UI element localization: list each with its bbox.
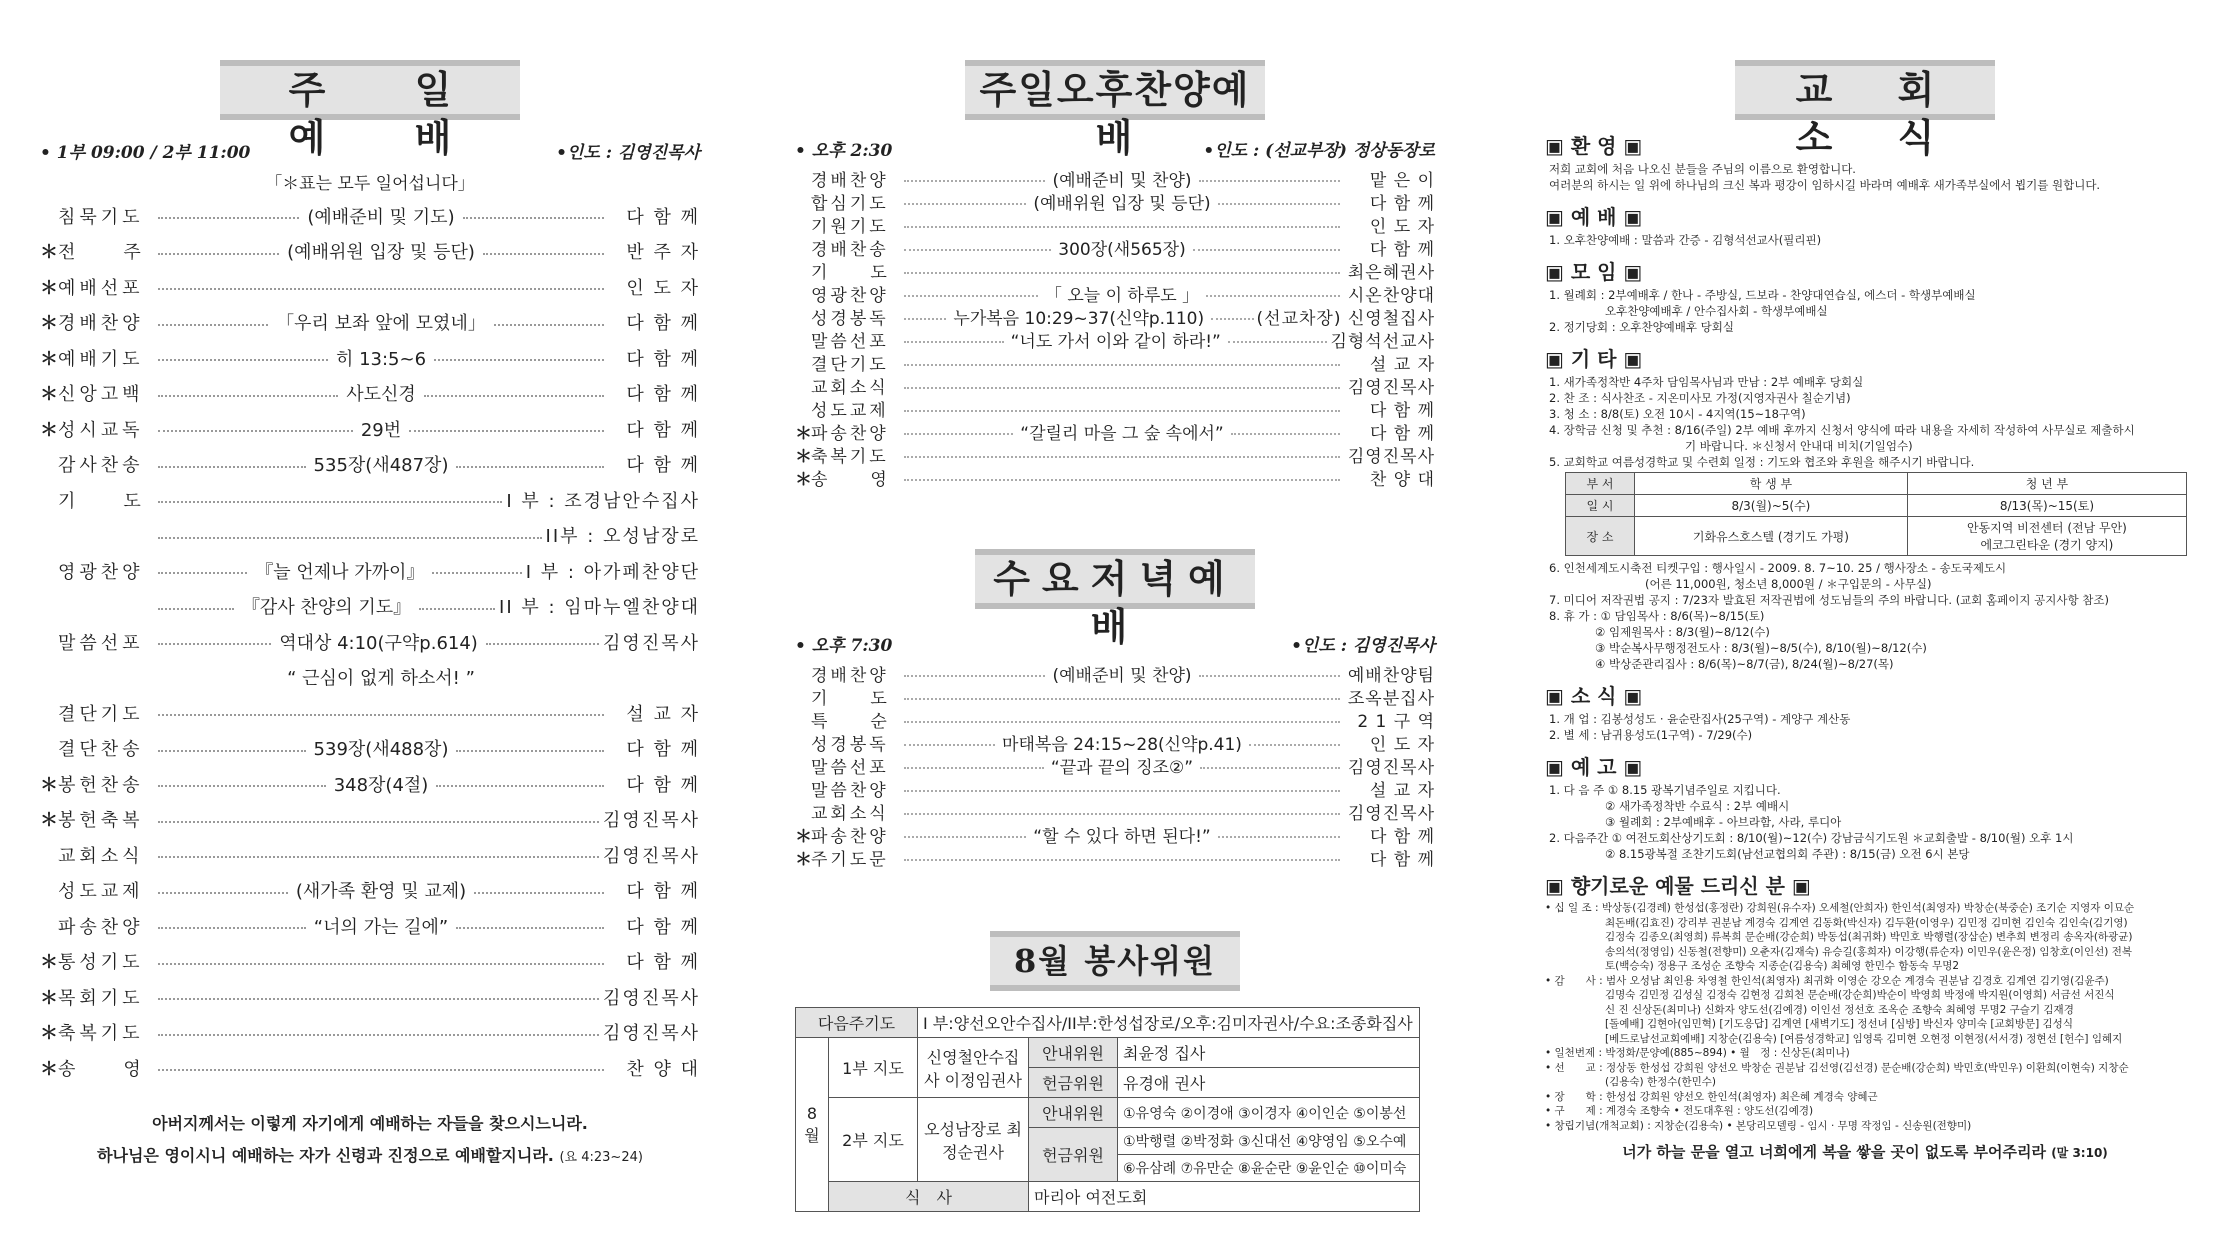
service-item: [795, 328, 1435, 351]
service-item: [40, 837, 700, 873]
service-item: [795, 466, 1435, 489]
item-person: 다 함 께: [626, 739, 701, 761]
service-item: [795, 213, 1435, 236]
item-name: 말씀선포: [811, 758, 889, 778]
service-item: [795, 420, 1435, 443]
item-name: 기 도: [811, 263, 890, 283]
preview-heading: ▣ 예 고 ▣: [1545, 755, 1643, 779]
item-detail: 29번: [357, 416, 405, 442]
camp-table: [1565, 472, 2187, 556]
service-item: [40, 695, 700, 731]
service-item: [40, 234, 700, 270]
item-name: 축복기도: [811, 447, 889, 467]
item-person: 김영진목사: [603, 845, 700, 867]
standing-mark: ＊: [40, 810, 58, 832]
service-item: [795, 846, 1435, 869]
item-name: 파송찬양: [58, 916, 144, 938]
service-item: [795, 190, 1435, 213]
service-item: [40, 944, 700, 980]
service-item: [40, 731, 700, 767]
service-item: [795, 754, 1435, 777]
item-name: 말씀찬양: [811, 781, 889, 801]
item-person: 설 교 자: [1369, 355, 1435, 375]
item-person: 김영진목사: [603, 632, 700, 654]
service-item: [40, 908, 700, 944]
item-person: II부 : 오성남장로: [545, 526, 700, 548]
item-person: II 부 : 임마누엘찬양대: [499, 597, 700, 619]
item-name: 통성기도: [58, 952, 144, 974]
item-person: 김영진목사: [603, 810, 700, 832]
item-name: 성도교제: [58, 881, 144, 903]
item-name: 기원기도: [811, 217, 889, 237]
item-person: 다 함 께: [626, 384, 700, 406]
item-person: 인 도 자: [1369, 217, 1435, 237]
item-name: 목회기도: [58, 987, 144, 1009]
item-detail: “너도 가서 이와 같이 하라!”: [1010, 332, 1221, 352]
standing-mark: ＊: [40, 313, 58, 335]
service-item: [40, 660, 700, 696]
standing-mark: ＊: [40, 1058, 58, 1080]
service-time: • 1부 09:00 / 2부 11:00: [40, 143, 251, 163]
closing-verse: [40, 1108, 700, 1174]
item-person: 김영진목사: [1347, 758, 1436, 778]
service-item: [40, 269, 700, 305]
item-person: I 부 : 조경남안수집사: [506, 490, 700, 512]
item-name: 경배찬양: [58, 313, 144, 335]
item-name: 예배선포: [58, 277, 144, 299]
service-item: [795, 800, 1435, 823]
table-row: 장 소 기화유스호스텔 (경기도 가평) 안동지역 비전센터 (전남 무안) 에코그린타운 (경기 양지): [1566, 517, 2187, 556]
service-item: [795, 731, 1435, 754]
item-name: 결단찬송: [58, 739, 144, 761]
afternoon-leader: •인도 : (선교부장) 정상동장로: [1203, 141, 1435, 161]
item-person: 다 함 께: [1369, 401, 1435, 421]
sunday-service-title: 주 일 예 배: [220, 60, 520, 120]
item-name: 주기도문: [811, 850, 889, 870]
item-name: 영광찬양: [811, 286, 889, 306]
item-person: 김영진목사: [1347, 804, 1435, 824]
wednesday-time: • 오후 7:30: [795, 636, 893, 656]
standing-mark: ＊: [795, 470, 812, 490]
item-detail: 『늘 언제나 가까이』: [251, 558, 428, 584]
service-item: [795, 305, 1435, 328]
service-item: [40, 198, 700, 234]
standing-mark: ＊: [40, 242, 58, 264]
item-person: 김형석선교사: [1330, 332, 1435, 352]
item-person: 시온찬양대: [1347, 286, 1435, 306]
item-person: 다 함 께: [626, 881, 701, 903]
item-person: 다 함 께: [626, 419, 701, 441]
service-item: [40, 447, 700, 483]
item-name: 성경봉독: [811, 309, 889, 329]
service-item: [40, 802, 700, 838]
service-item: [40, 1050, 700, 1086]
item-person: I 부 : 아가페찬양단: [525, 561, 700, 583]
item-person: 최은혜권사: [1347, 263, 1435, 283]
standing-mark: ＊: [40, 384, 58, 406]
standing-mark: ＊: [795, 424, 812, 444]
service-item: [40, 1015, 700, 1051]
service-item: [40, 624, 700, 660]
item-detail: (예배준비 및 찬양): [1052, 171, 1192, 191]
item-name: 파송찬양: [811, 424, 889, 444]
service-item: [795, 259, 1435, 282]
item-detail: 사도신경: [342, 380, 420, 406]
item-name: 성시교독: [58, 419, 144, 441]
service-item: [40, 518, 700, 554]
service-item: [795, 282, 1435, 305]
item-name: 송 영: [58, 1058, 145, 1080]
verse-line-2: 하나님은 영이시니 예배하는 자가 신령과 진정으로 예배할지니라. (요 4:23~24): [97, 1145, 643, 1165]
item-person: (선교차장) 신영철집사: [1256, 309, 1435, 329]
item-detail: 마태복음 24:15~28(신약p.41): [1002, 735, 1242, 755]
sunday-service-column: [40, 60, 700, 1174]
item-person: 찬 양 대: [1369, 470, 1435, 490]
standing-mark: ＊: [40, 348, 58, 370]
service-item: [795, 236, 1435, 259]
item-name: 기 도: [811, 689, 890, 709]
item-name: 봉헌찬송: [58, 774, 144, 796]
table-row: 헌금위원 유경애 권사: [796, 1068, 1420, 1098]
item-person: 김영진목사: [603, 1023, 700, 1045]
service-item: [40, 305, 700, 341]
item-name: 경배찬송: [811, 240, 889, 260]
afternoon-time: • 오후 2:30: [795, 141, 893, 161]
item-name: 교회소식: [58, 845, 144, 867]
item-name: 합심기도: [811, 194, 889, 214]
service-item: [795, 167, 1435, 190]
service-leader: •인도 : 김영진목사: [556, 143, 700, 163]
table-row: 헌금위원 ①박행렬 ②박정화 ③신대선 ④양영임 ⑤오수예: [796, 1128, 1420, 1155]
verse-reference: (요 4:23~24): [559, 1149, 643, 1165]
item-person: 예배찬양팀: [1347, 666, 1435, 686]
volunteers-title: 8월 봉사위원: [990, 931, 1240, 991]
service-item: [40, 553, 700, 589]
item-name: 영광찬양: [58, 561, 144, 583]
service-item: [795, 443, 1435, 466]
item-name: 전 주: [58, 242, 145, 264]
afternoon-wednesday-column: [795, 60, 1435, 1212]
table-row: ⑥유삼례 ⑦유만순 ⑧윤순란 ⑨윤인순 ⑩이미숙: [796, 1155, 1420, 1182]
afternoon-service-title: 주일오후찬양예배: [965, 60, 1265, 120]
table-row: 2부 지도 오성남장로 최정순권사 안내위원 ①유영숙 ②이경애 ③이경자 ④이인순 ⑤이봉선: [796, 1098, 1420, 1128]
order-of-service: [40, 198, 700, 1086]
standing-note: 「＊표는 모두 일어섭니다」: [265, 174, 475, 194]
table-row: 일 시 8/3(월)~5(수) 8/13(목)~15(토): [1566, 495, 2187, 517]
item-detail: 「 오늘 이 하루도 」: [1044, 286, 1200, 306]
item-detail: “너의 가는 길에”: [310, 913, 452, 939]
item-person: 다 함 께: [626, 916, 701, 938]
service-item: [795, 708, 1435, 731]
closing-scripture: 너가 하늘 문을 열고 너희에게 복을 쌓을 곳이 없도록 부어주리라 (말 3:10): [1622, 1143, 2108, 1161]
service-item: [40, 979, 700, 1015]
item-person: 다 함 께: [626, 206, 700, 228]
item-person: 설 교 자: [626, 703, 700, 725]
item-person: 맡 은 이: [1369, 171, 1435, 191]
volunteers-table: [795, 1007, 1420, 1212]
item-name: 경배찬양: [811, 171, 889, 191]
service-item: [40, 482, 700, 518]
item-person: 조옥분집사: [1347, 689, 1435, 709]
wednesday-order: [795, 662, 1435, 869]
service-item: [795, 777, 1435, 800]
welcome-heading: ▣ 환 영 ▣: [1545, 134, 1643, 158]
afternoon-order: [795, 167, 1435, 489]
item-detail: 누가복음 10:29~37(신약p.110): [953, 309, 1205, 329]
item-detail: 348장(4절): [330, 771, 433, 797]
item-name: 축복기도: [58, 1023, 144, 1045]
item-detail: 300장(새565장): [1058, 240, 1186, 260]
item-name: 기 도: [58, 490, 145, 512]
item-detail: 히 13:5~6: [332, 345, 430, 371]
item-person: 다 함 께: [1369, 827, 1436, 847]
verse-line-1: 아버지께서는 이렇게 자기에게 예배하는 자들을 찾으시느니라.: [152, 1113, 588, 1133]
standing-mark: ＊: [795, 827, 812, 847]
item-name: 결단기도: [58, 703, 144, 725]
item-name: 파송찬양: [811, 827, 889, 847]
table-row: 부 서 학 생 부 청 년 부: [1566, 473, 2187, 495]
service-item: [40, 766, 700, 802]
meetings-heading: ▣ 모 임 ▣: [1545, 260, 1643, 284]
item-name: 예배기도: [58, 348, 144, 370]
wednesday-service-title: 수요저녁예배: [975, 549, 1255, 609]
service-item: [40, 376, 700, 412]
item-person: 반 주 자: [626, 242, 701, 264]
standing-mark: ＊: [40, 277, 58, 299]
item-person: 2 1 구 역: [1357, 712, 1435, 732]
item-detail: “할 수 있다 하면 된다!”: [1033, 827, 1211, 847]
item-name: 성경봉독: [811, 735, 889, 755]
item-detail: (새가족 환영 및 교제): [292, 877, 470, 903]
item-detail: (예배위원 입장 및 등단): [283, 238, 479, 264]
item-person: 다 함 께: [1369, 850, 1435, 870]
item-detail: (예배준비 및 찬양): [1052, 666, 1192, 686]
standing-mark: ＊: [40, 952, 58, 974]
wednesday-leader: •인도 : 김영진목사: [1291, 636, 1435, 656]
service-item: [795, 823, 1435, 846]
item-name: 감사찬송: [58, 455, 144, 477]
service-item: [40, 873, 700, 909]
item-detail: 역대상 4:10(구약p.614): [275, 629, 482, 655]
standing-mark: ＊: [40, 987, 58, 1009]
standing-mark: ＊: [795, 850, 812, 870]
item-name: 경배찬양: [811, 666, 889, 686]
item-person: 김영진목사: [1347, 447, 1435, 467]
item-person: 인 도 자: [626, 277, 700, 299]
church-news-title: 교 회 소 식: [1735, 60, 1995, 120]
offering-list: • 십 일 조 : 박상동(김경례) 한성섭(홍정란) 강희원(유수자) 오세철(안희자) 한인석(최영자) 박창순(북중순) 조기순 지영자 이묘순 최돈배(김효진) 강리부 권분남 계경숙 김계연 김동화(박신자) 김두환(이영우) 김민정 김미현 김인숙 김인숙(김기영) 김정숙 김종오(최영희) 류복희 문순배(강순희) 박동섭(최귀화) 박민호 박행렬(장삼순) 변추희 변정리 송옥자(하광균) 송의석(정영임) 신동철(전향미) 오춘자(김재숙) 유승길(홍희자) 이강행(류순자) 이민우(윤은정) 임창호(이인선) 전복 토(백승숙) 정용구 조성순 조향숙 지종순(김용숙) 최혜영 한민수 함동숙 무명2 • 감 사 : 범사 오성남 최인용 차영철 한인석(최영자) 최귀화 이영순 강오순 계경숙 권분남 김경호 김계연 김기영(김윤주) 김명숙 김민정 김성실 김정숙 김현정 김희천 문순배(강순희)박순이 박영희 박정애 박지원(이영희) 서금선 서진식 신 진 신상돈(최미나) 신화자 양도선(김예경) 이인선 정선호 조옥순 조향숙 최혜영 무명2 구슬기 김재경 [돌예배] 김현아(임민혁) [기도응답] 김계연 [새벽기도] 정선녀 [심방] 박신자 양미숙 [교회방문] 김성식 [베드로남선교회예배] 지창순(김용숙) [여름성경학교] 임영록 김미현 오현정 이현정(서서경) 정현선 [헌수] 임혜지 • 일천번제 : 박정화/문양예(885~894) • 월 정 : 신상돈(최미나) • 선 교 : 정상동 한성섭 강희원 양선오 박창순 권분남 김선영(김선경) 문순배(강순희) 박민호(박민우) 이환희(이현숙) 지창순 (김용숙) 한정수(한민수) • 장 학 : 한성섭 강희원 양선오 한인석(최영자) 최은혜 계경숙 양혜근 • 구 제 : 계경숙 조향숙 • 전도대후원 : 양도선(김예경) • 창립기념(개척교회) : 지창순(김용숙) • 본당리모델링 - 임시 · 무명 작정임 - 신송원(전향미): [1545, 902, 2135, 1132]
item-detail: 535장(새487장): [310, 451, 453, 477]
service-item: [795, 662, 1435, 685]
item-person: 다 함 께: [626, 952, 700, 974]
service-item: [795, 397, 1435, 420]
item-person: 설 교 자: [1369, 781, 1435, 801]
item-person: 다 함 께: [626, 455, 701, 477]
etc-heading: ▣ 기 타 ▣: [1545, 347, 1643, 371]
item-name: 신앙고백: [58, 384, 144, 406]
item-name: 송 영: [811, 470, 890, 490]
item-detail: 『감사 찬양의 기도』: [238, 593, 415, 619]
standing-mark: ＊: [40, 1023, 58, 1045]
standing-mark: ＊: [40, 774, 58, 796]
item-person: 찬 양 대: [626, 1058, 700, 1080]
item-name: 교회소식: [811, 378, 889, 398]
item-name: 말씀선포: [811, 332, 889, 352]
church-news-column: 교 회 소 식 ▣ 환 영 ▣ 저희 교회에 처음 나오신 분들을 주님의 이름으로 환영합니다. 여러분의 하시는 일 위에 하나님의 크신 복과 평강이 임하시길 바라며 예배후 새가족부실에서 뵙기를 원합니다. ▣ 예 배 ▣ 1. 오후찬양예배 : 말씀과 간증 - 김형석선교사(필리핀) ▣ 모 임 ▣ 1. 월례회 : 2부예배후 / 한나 - 주방실, 드보라 - 찬양대연습실, 에스더 - 학생부예배실 오후찬양예배후 / 안수집사회 - 학생부예배실 2. 정기당회 : 오후찬양예배후 당회실 ▣ 기 타 ▣ 1. 새가족정착반 4주차 담임목사님과 만남 : 2부 예배후 당회실 2. 찬 조 : 식사찬조 - 지온미사모 가정(지영자권사 칠순기념) 3. 청 소 : 8/8(토) 오전 10시 - 4지역(15~18구역) 4. 장학금 신청 및 추천 : 8/16(주일) 2부 예배 후까지 신청서 양식에 따라 내용을 자세히 작성하여 사무실로 제출하시 기 바랍니다. ＊신청서 안내대 비치(기일엄수) 5. 교회학교 여름성경학교 및 수련회 일정 : 기도와 협조와 후원을 해주시기 바랍니다. 부 서 학 생 부 청 년 부 일 시 8/3(월)~5(수) 8/13(목)~15(토) 장 소 기화유스호스텔 (경기도 가평) 안동지역 비전센터 (전남 무안) 에코그린타운 (경기 양지) 6. 인천세계도시축전 티켓구입 : 행사일시 - 2009. 8. 7~10. 25 / 행사장소 - 송도국제도시 (어른 11,000원, 청소년 8,000원 / ＊구입문의 - 사무실) 7. 미디어 저작권법 공지 : 7/23자 발효된 저작권법에 성도님들의 주의 바랍니다. (교회 홈페이지 공지사항 참조) 8. 휴 가 : ① 담임목사 : 8/6(목)~8/15(토) ② 임제원목사 : 8/3(월)~8/12(수) ③ 박순복사무행정전도사 : 8/3(월)~8/5(수), 8/10(월)~8/12(수) ④ 박상준관리집사 : 8/6(목)~8/7(금), 8/24(월)~8/27(목) ▣ 소 식 ▣ 1. 개 업 : 김봉성성도 · 윤순란집사(25구역) - 계양구 계산동 2. 별 세 : 남귀용성도(1구역) - 7/29(수) ▣ 예 고 ▣ 1. 다 음 주 ① 8.15 광복기념주일로 지킵니다. ② 새가족정착반 수료식 : 2부 예배시 ③ 월례회 : 2부예배후 - 아브라함, 사라, 루디아 2. 다음주간 ① 여전도회산상기도회 : 8/10(월)~12(수) 강남금식기도원 ＊교회출발 - 8/10(월) 오후 1시 ② 8.15광복절 조찬기도회(남선교협의회 주관) : 8/15(금) 오전 6시 본당 ▣ 향기로운 예물 드리신 분 ▣ • 십 일 조 : 박상동(김경례) 한성섭(홍정란) 강희원(유수자) 오세철(안희자) 한인석(최영자) 박창순(북중순) 조기순 지영자 이묘순 최돈배(김효진) 강리부 권분남 계경숙 김계연 김동화(박신자) 김두환(이영우) 김민정 김미현 김인숙 김인숙(김기영) 김정숙 김종오(최영희) 류복희 문순배(강순희) 박동섭(최귀화) 박민호 박행렬(장삼순) 변추희 변정리 송옥자(하광균) 송의석(정영임) 신동철(전향미) 오춘자(김재숙) 유승길(홍희자) 이강행(류순자) 이민우(윤은정) 임창호(이인선) 전복 토(백승숙) 정용구 조성순 조향숙 지종순(김용숙) 최혜영 한민수 함동숙 무명2 • 감 사 : 범사 오성남 최인용 차영철 한인석(최영자) 최귀화 이영순 강오순 계경숙 권분남 김경호 김계연 김기영(김윤주) 김명숙 김민정 김성실 김정숙 김현정 김희천 문순배(강순희)박순이 박영희 박정애 박지원(이영희) 서금선 서진식 신 진 신상돈(최미나) 신화자 양도선(김예경) 이인선 정선호 조옥순 조향숙 최혜영 무명2 구슬기 김재경 [돌예배] 김현아(임민혁) [기도응답] 김계연 [새벽기도] 정선녀 [심방] 박신자 양미숙 [교회방문] 김성식 [베드로남선교회예배] 지창순(김용숙) [여름성경학교] 임영록 김미현 오현정 이현정(서서경) 정현선 [헌수] 임혜지 • 일천번제 : 박정화/문양예(885~894) • 월 정 : 신상돈(최미나) • 선 교 : 정상동 한성섭 강희원 양선오 박창순 권분남 김선영(김선경) 문순배(강순희) 박민호(박민우) 이환희(이현숙) 지창순 (김용숙) 한정수(한민수) • 장 학 : 한성섭 강희원 양선오 한인석(최영자) 최은혜 계경숙 양혜근 • 구 제 : 계경숙 조향숙 • 전도대후원 : 양도선(김예경) • 창립기념(개척교회) : 지창순(김용숙) • 본당리모델링 - 임시 · 무명 작정임 - 신송원(전향미) 너가 하늘 문을 열고 너희에게 복을 쌓을 곳이 없도록 부어주리라 (말 3:10): [1545, 60, 2185, 1162]
item-detail: “갈릴리 마을 그 숲 속에서”: [1020, 424, 1224, 444]
item-person: 인 도 자: [1369, 735, 1435, 755]
table-row: 다음주기도 I 부:양선오안수집사/II부:한성섭장로/오후:김미자권사/수요:조종화집사: [796, 1008, 1420, 1038]
service-item: [40, 340, 700, 376]
item-name: 특 순: [811, 712, 890, 732]
offering-heading: ▣ 향기로운 예물 드리신 분 ▣: [1545, 874, 1811, 898]
item-name: 말씀선포: [58, 632, 144, 654]
service-item: [795, 685, 1435, 708]
service-item: [795, 351, 1435, 374]
standing-mark: ＊: [795, 447, 812, 467]
item-detail: 539장(새488장): [310, 735, 453, 761]
item-name: 침묵기도: [58, 206, 144, 228]
item-person: 김영진목사: [1347, 378, 1435, 398]
item-name: 성도교제: [811, 401, 889, 421]
item-person: 김영진목사: [603, 987, 700, 1009]
item-person: 다 함 께: [1369, 424, 1436, 444]
item-person: 다 함 께: [1369, 240, 1435, 260]
item-detail: (예배위원 입장 및 등단): [1033, 194, 1211, 214]
news-heading: ▣ 소 식 ▣: [1545, 684, 1643, 708]
item-person: 다 함 께: [626, 313, 700, 335]
item-detail: “ 근심이 없게 하소서! ”: [154, 664, 608, 690]
item-name: 교회소식: [811, 804, 889, 824]
service-item: [40, 589, 700, 625]
worship-heading: ▣ 예 배 ▣: [1545, 205, 1643, 229]
item-name: 결단기도: [811, 355, 889, 375]
item-person: 다 함 께: [626, 774, 701, 796]
table-row: 8월 1부 지도 신영철안수집사 이정임권사 안내위원 최윤정 집사: [796, 1038, 1420, 1068]
item-name: 봉헌축복: [58, 810, 144, 832]
item-detail: “끝과 끝의 징조②”: [1050, 758, 1194, 778]
item-detail: 「우리 보좌 앞에 모였네」: [272, 309, 490, 335]
item-person: 다 함 께: [1369, 194, 1435, 214]
table-row: 식 사 마리아 여전도회: [796, 1182, 1420, 1212]
service-item: [40, 411, 700, 447]
item-detail: (예배준비 및 기도): [303, 203, 458, 229]
service-item: [795, 374, 1435, 397]
standing-mark: ＊: [40, 419, 58, 441]
item-person: 다 함 께: [626, 348, 701, 370]
